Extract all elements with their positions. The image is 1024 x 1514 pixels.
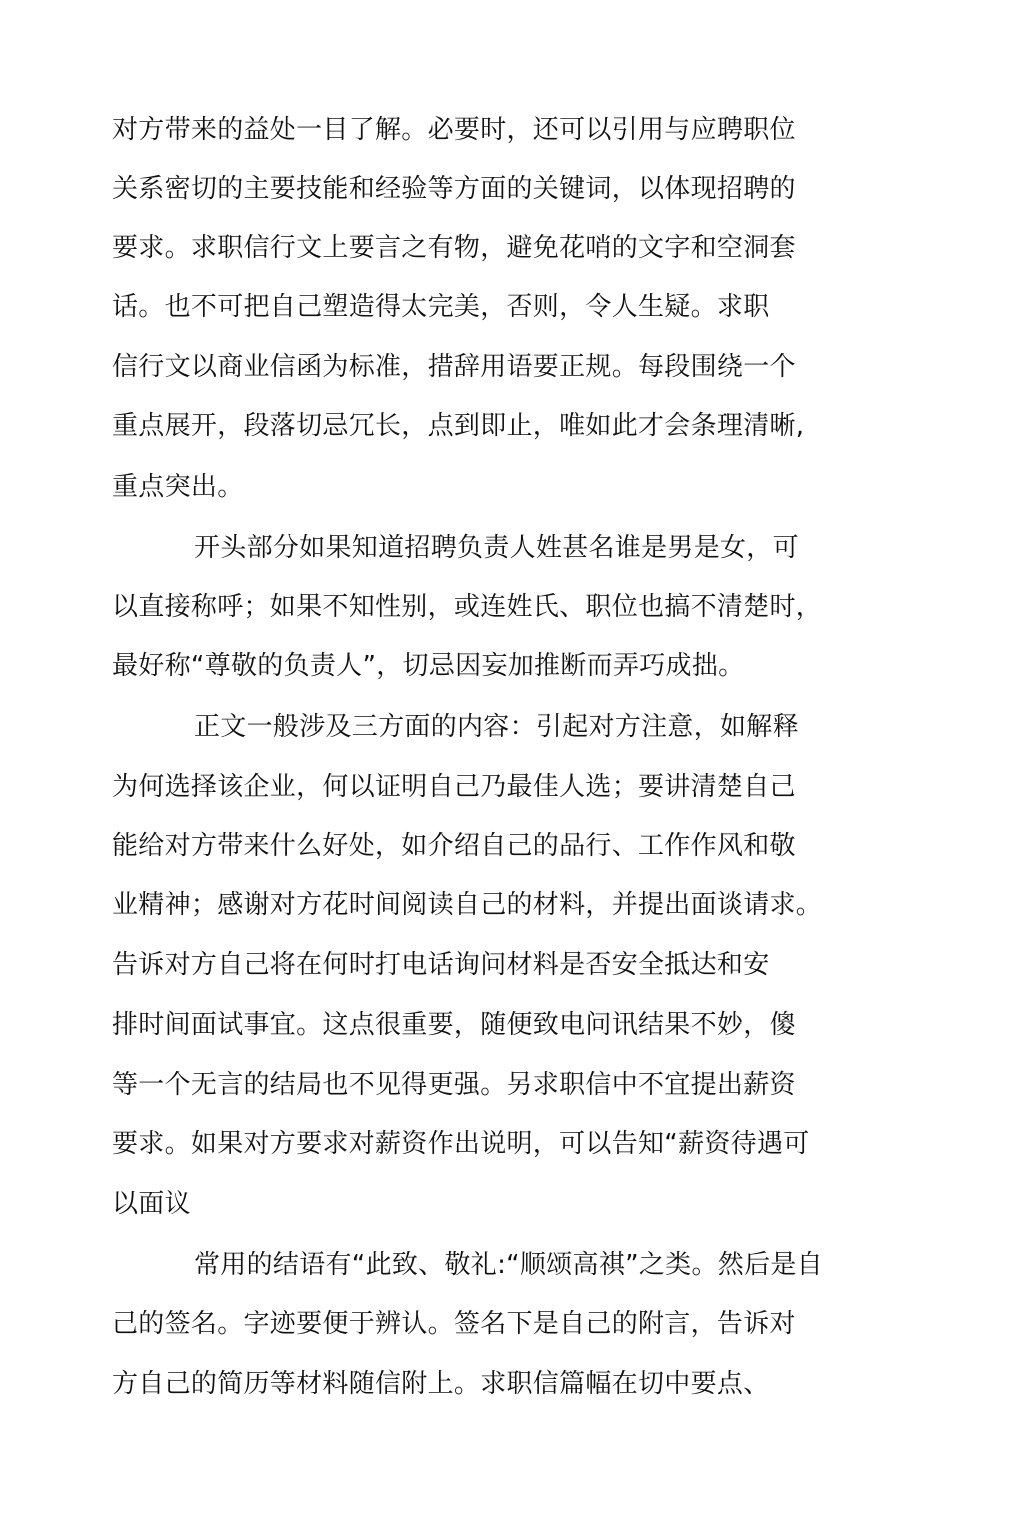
text-line: 排时间面试事宜。这点很重要，随便致电问讯结果不妙，傻 bbox=[112, 1010, 796, 1040]
text-line: 业精神；感谢对方花时间阅读自己的材料，并提出面谈请求。 bbox=[112, 890, 823, 920]
text-line: 重点突出。 bbox=[112, 472, 244, 502]
text-line: 话。也不可把自己塑造得太完美，否则，令人生疑。求职 bbox=[112, 292, 770, 322]
text-line: 对方带来的益处一目了解。必要时，还可以引用与应聘职位 bbox=[112, 115, 796, 145]
text-line: 为何选择该企业，何以证明自己乃最佳人选；要讲清楚自己 bbox=[112, 772, 796, 802]
text-line: 信行文以商业信函为标准，措辞用语要正规。每段围绕一个 bbox=[112, 352, 796, 382]
text-line: 最好称“尊敬的负责人”，切忌因妄加推断而弄巧成拙。 bbox=[112, 651, 745, 681]
text-line: 要求。求职信行文上要言之有物，避免花哨的文字和空洞套 bbox=[112, 233, 796, 263]
text-line: 己的签名。字迹要便于辨认。签名下是自己的附言，告诉对 bbox=[112, 1309, 796, 1339]
text-line: 告诉对方自己将在何时打电话询问材料是否安全抵达和安 bbox=[112, 950, 770, 980]
paragraph-first-line: 正文一般涉及三方面的内容：引起对方注意，如解释 bbox=[194, 712, 799, 742]
text-line: 以面议 bbox=[112, 1189, 191, 1219]
text-line: 方自己的简历等材料随信附上。求职信篇幅在切中要点、 bbox=[112, 1369, 770, 1399]
text-line: 能给对方带来什么好处，如介绍自己的品行、工作作风和敬 bbox=[112, 831, 796, 861]
text-line: 要求。如果对方要求对薪资作出说明，可以告知“薪资待遇可 bbox=[112, 1129, 810, 1159]
text-line: 关系密切的主要技能和经验等方面的关键词，以体现招聘的 bbox=[112, 174, 796, 204]
text-line: 以直接称呼；如果不知性别，或连姓氏、职位也搞不清楚时， bbox=[112, 592, 823, 622]
paragraph-first-line: 开头部分如果知道招聘负责人姓甚名谁是男是女，可 bbox=[194, 533, 799, 563]
text-line: 重点展开，段落切忌冗长，点到即止，唯如此才会条理清晰, bbox=[112, 411, 805, 441]
paragraph-first-line: 常用的结语有“此致、敬礼:“顺颂高祺”之类。然后是自 bbox=[194, 1250, 823, 1280]
text-line: 等一个无言的结局也不见得更强。另求职信中不宜提出薪资 bbox=[112, 1070, 796, 1100]
